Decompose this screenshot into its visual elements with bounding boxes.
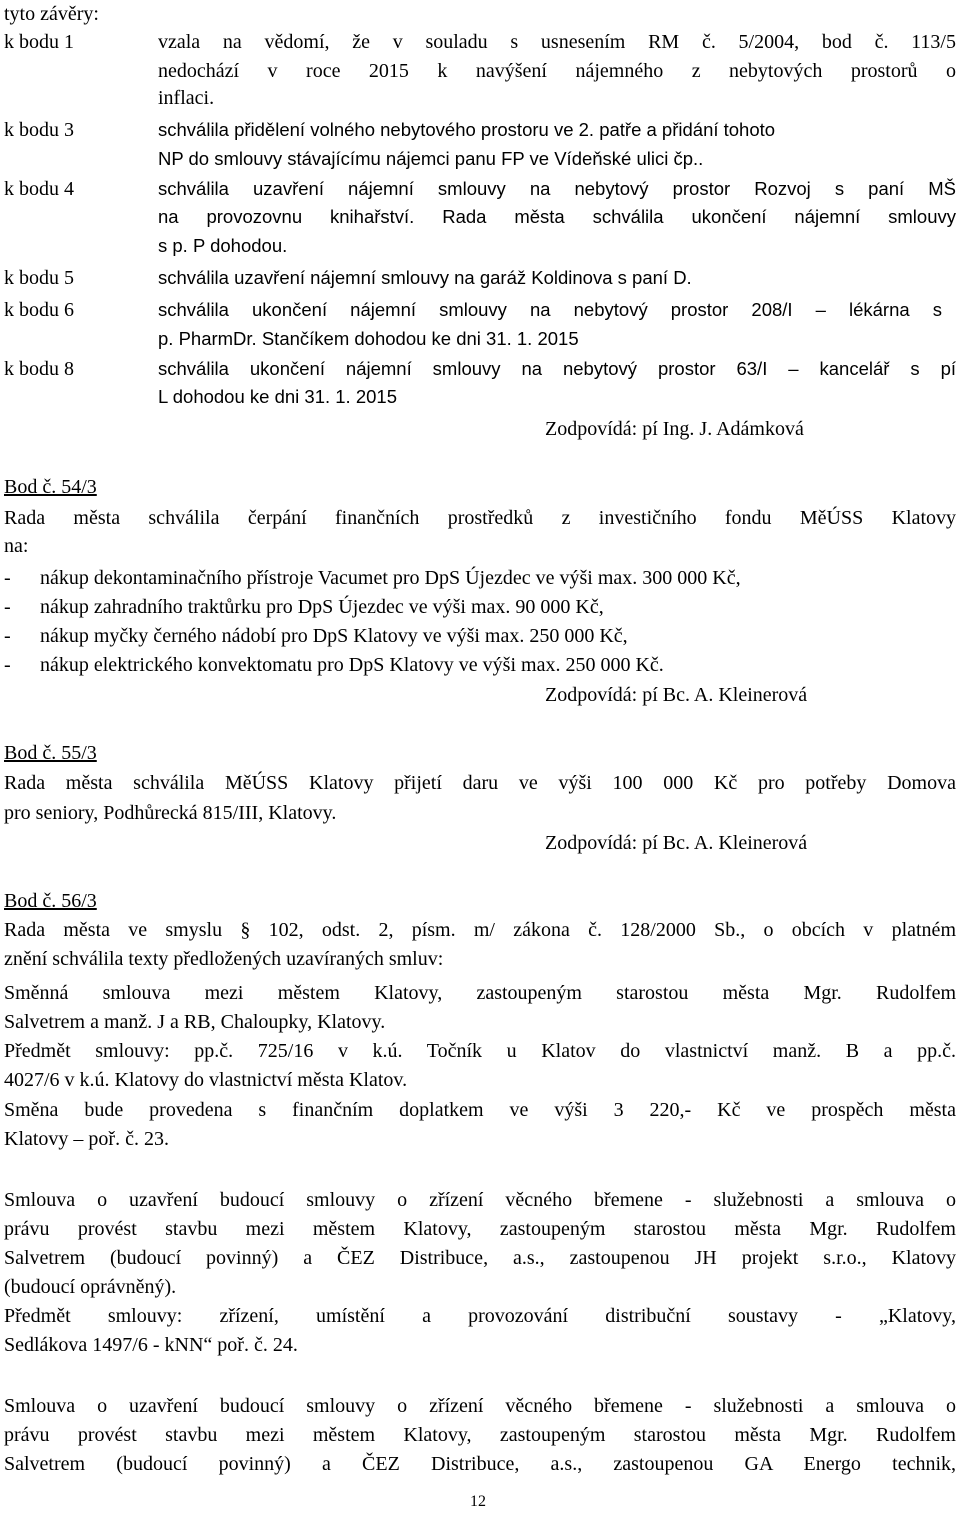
paragraph-line: Předmět smlouvy: pp.č. 725/16 v k.ú. Točník u Klatov do vlastnictví manž. B a pp.č.	[4, 1040, 956, 1062]
bullet-text: nákup myčky černého nádobí pro DpS Klatovy ve výši max. 250 000 Kč,	[40, 625, 628, 647]
paragraph-line: Smlouva o uzavření budoucí smlouvy o zřízení věcného břemene - služebnosti a smlouva o	[4, 1189, 956, 1211]
paragraph-line: právu provést stavbu mezi městem Klatovy, zastoupeným starostou města Mgr. Rudolfem	[4, 1424, 956, 1446]
paragraph-line: Klatovy – poř. č. 23.	[4, 1128, 169, 1150]
page-number: 12	[470, 1493, 486, 1510]
item-text-line: s p. P dohodou.	[158, 235, 288, 256]
item-text-line: schválila ukončení nájemní smlouvy na nebytový prostor 208/I – lékárna s	[158, 299, 942, 320]
paragraph-line: Salvetrem (budoucí povinný) a ČEZ Distribuce, a.s., zastoupenou JH projekt s.r.o., Klatovy	[4, 1247, 956, 1269]
paragraph-line: Salvetrem a manž. J a RB, Chaloupky, Klatovy.	[4, 1011, 386, 1033]
paragraph-line: 4027/6 v k.ú. Klatovy do vlastnictví města Klatov.	[4, 1069, 408, 1091]
item-text-line: nedochází v roce 2015 k navýšení nájemného z nebytových prostorů o	[158, 60, 956, 82]
bullet-dash: -	[4, 625, 11, 647]
item-text-line: inflaci.	[158, 87, 215, 109]
paragraph-line: Sedlákova 1497/6 - kNN“ poř. č. 24.	[4, 1334, 298, 1356]
paragraph-line: Rada města ve smyslu § 102, odst. 2, písm. m/ zákona č. 128/2000 Sb., o obcích v platném	[4, 919, 956, 941]
bullet-dash: -	[4, 567, 11, 589]
bullet-text: nákup elektrického konvektomatu pro DpS Klatovy ve výši max. 250 000 Kč.	[40, 654, 664, 676]
section-heading: Bod č. 55/3	[4, 742, 97, 764]
item-text-line: schválila uzavření nájemní smlouvy na garáž Koldinova s paní D.	[158, 267, 692, 288]
paragraph-line: Předmět smlouvy: zřízení, umístění a provozování distribuční soustavy - „Klatovy,	[4, 1305, 956, 1327]
item-label: k bodu 3	[4, 119, 74, 141]
responsible-person: Zodpovídá: pí Bc. A. Kleinerová	[545, 832, 808, 854]
item-text-line: NP do smlouvy stávajícímu nájemci panu FP ve Vídeňské ulici čp..	[158, 148, 704, 169]
bullet-text: nákup dekontaminačního přístroje Vacumet pro DpS Újezdec ve výši max. 300 000 Kč,	[40, 567, 741, 589]
item-text-line: schválila uzavření nájemní smlouvy na nebytový prostor Rozvoj s paní MŠ	[158, 178, 956, 199]
item-text-line: L dohodou ke dni 31. 1. 2015	[158, 386, 397, 407]
section-heading: Bod č. 56/3	[4, 890, 97, 912]
item-label: k bodu 4	[4, 178, 74, 200]
paragraph-line: pro seniory, Podhůrecká 815/III, Klatovy.	[4, 802, 337, 824]
paragraph-line: Rada města schválila MěÚSS Klatovy přijetí daru ve výši 100 000 Kč pro potřeby Domova	[4, 772, 956, 794]
item-label: k bodu 5	[4, 267, 74, 289]
paragraph-line: právu provést stavbu mezi městem Klatovy, zastoupeným starostou města Mgr. Rudolfem	[4, 1218, 956, 1240]
paragraph-line: Salvetrem (budoucí povinný) a ČEZ Distribuce, a.s., zastoupenou GA Energo technik,	[4, 1453, 956, 1475]
bullet-text: nákup zahradního traktůrku pro DpS Újezdec ve výši max. 90 000 Kč,	[40, 596, 604, 618]
item-label: k bodu 8	[4, 358, 74, 380]
paragraph-line: Směnná smlouva mezi městem Klatovy, zastoupeným starostou města Mgr. Rudolfem	[4, 982, 956, 1004]
item-text-line: schválila ukončení nájemní smlouvy na nebytový prostor 63/I – kancelář s pí	[158, 358, 956, 379]
item-text-line: na provozovnu knihařství. Rada města schválila ukončení nájemní smlouvy	[158, 206, 956, 227]
item-text-line: schválila přidělení volného nebytového prostoru ve 2. patře a přidání tohoto	[158, 119, 776, 140]
item-label: k bodu 6	[4, 299, 74, 321]
paragraph-line: Smlouva o uzavření budoucí smlouvy o zřízení věcného břemene - služebnosti a smlouva o	[4, 1395, 956, 1417]
item-text-line: vzala na vědomí, že v souladu s usnesením RM č. 5/2004, bod č. 113/5	[158, 31, 956, 53]
bullet-dash: -	[4, 654, 11, 676]
paragraph-line: Směna bude provedena s finančním doplatkem ve výši 3 220,- Kč ve prospěch města	[4, 1099, 956, 1121]
paragraph-line: na:	[4, 535, 29, 557]
item-text-line: p. PharmDr. Stančíkem dohodou ke dni 31. 1. 2015	[158, 328, 579, 349]
item-label: k bodu 1	[4, 31, 74, 53]
paragraph-line: znění schválila texty předložených uzavíraných smluv:	[4, 948, 444, 970]
responsible-person: Zodpovídá: pí Ing. J. Adámková	[545, 418, 804, 440]
responsible-person: Zodpovídá: pí Bc. A. Kleinerová	[545, 684, 808, 706]
bullet-dash: -	[4, 596, 11, 618]
section-heading: Bod č. 54/3	[4, 476, 97, 498]
paragraph-line: (budoucí oprávněný).	[4, 1276, 177, 1298]
paragraph-line: Rada města schválila čerpání finančních prostředků z investičního fondu MěÚSS Klatovy	[4, 507, 956, 529]
intro-heading: tyto závěry:	[4, 3, 99, 25]
